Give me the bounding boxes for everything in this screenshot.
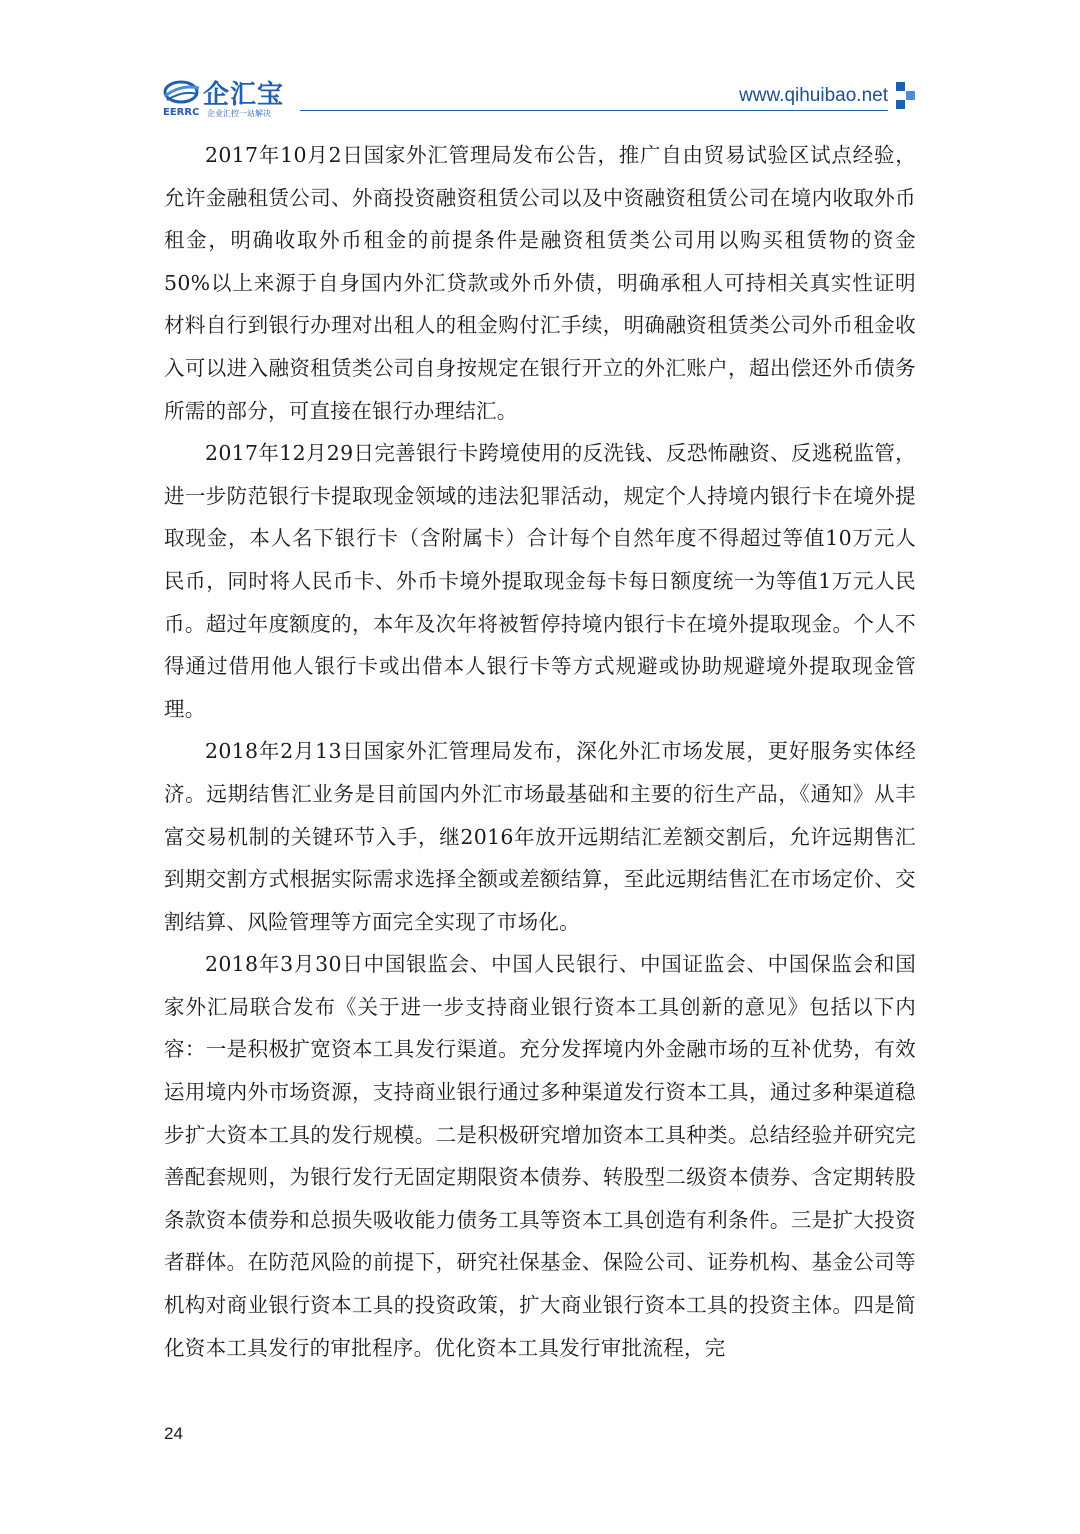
- paragraph: 2018年2月13日国家外汇管理局发布，深化外汇市场发展，更好服务实体经济。远期结售汇业务是目前国内外汇市场最基础和主要的衍生产品，《通知》从丰富交易机制的关键环节入手，继2016年放开远期结汇差额交割后，允许远期售汇到期交割方式根据实际需求选择全额或差额结算，至此远期结售汇在市场定价、交割结算、风险管理等方面完全实现了市场化。: [164, 739, 916, 934]
- logo-english-text: EERRC: [163, 107, 200, 118]
- globe-logo-icon: [163, 78, 201, 106]
- corner-squares-icon: [896, 82, 918, 110]
- website-url: www.qihuibao.net: [739, 85, 888, 106]
- paragraph: 2018年3月30日中国银监会、中国人民银行、中国证监会、中国保监会和国家外汇局联合发布《关于进一步支持商业银行资本工具创新的意见》包括以下内容：一是积极扩宽资本工具发行渠道。充分发挥境内外金融市场的互补优势，有效运用境内外市场资源，支持商业银行通过多种渠道发行资本工具，通过多种渠道稳步扩大资本工具的发行规模。二是积极研究增加资本工具种类。总结经验并研究完善配套规则，为银行发行无固定期限资本债券、转股型二级资本债券、含定期转股条款资本债券和总损失吸收能力债务工具等资本工具创造有利条件。三是扩大投资者群体。在防范风险的前提下，研究社保基金、保险公司、证券机构、基金公司等机构对商业银行资本工具的投资政策，扩大商业银行资本工具的投资主体。四是简化资本工具发行的审批程序。优化资本工具发行审批流程，完: [164, 952, 916, 1360]
- logo-slogan: 企业汇控一站解决: [207, 109, 271, 118]
- paragraph: 2017年10月2日国家外汇管理局发布公告，推广自由贸易试验区试点经验，允许金融租赁公司、外商投资融资租赁公司以及中资融资租赁公司在境内收取外币租金，明确收取外币租金的前提条件是融资租赁类公司用以购买租赁物的资金50%以上来源于自身国内外汇贷款或外币外债，明确承租人可持相关真实性证明材料自行到银行办理对出租人的租金购付汇手续，明确融资租赁类公司外币租金收入可以进入融资租赁类公司自身按规定在银行开立的外汇账户，超出偿还外币债务所需的部分，可直接在银行办理结汇。: [164, 143, 916, 423]
- header-divider: [300, 110, 888, 111]
- document-body: [164, 134, 916, 1369]
- page-number: 24: [164, 1424, 183, 1443]
- page-header: [0, 0, 1080, 130]
- company-logo: [163, 74, 303, 122]
- paragraph: 2017年12月29日完善银行卡跨境使用的反洗钱、反恐怖融资、反逃税监管，进一步防范银行卡提取现金领域的违法犯罪活动，规定个人持境内银行卡在境外提取现金，本人名下银行卡（含附属卡）合计每个自然年度不得超过等值10万元人民币，同时将人民币卡、外币卡境外提取现金每卡每日额度统一为等值1万元人民币。超过年度额度的，本年及次年将被暂停持境内银行卡在境外提取现金。个人不得通过借用他人银行卡或出借本人银行卡等方式规避或协助规避境外提取现金管理。: [164, 441, 916, 721]
- logo-text: 企汇宝: [203, 80, 285, 110]
